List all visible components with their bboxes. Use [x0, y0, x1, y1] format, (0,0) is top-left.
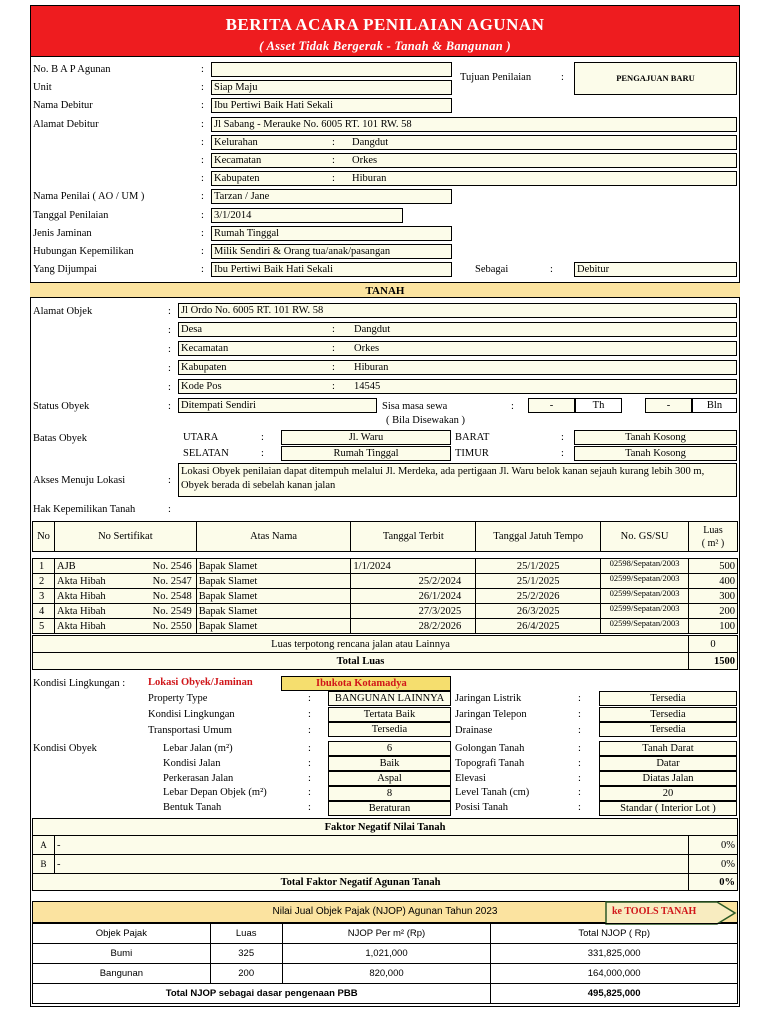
njop-col-per-m2: NJOP Per m² (Rp) [282, 924, 491, 944]
unit-field[interactable]: Siap Maju [211, 80, 452, 95]
colon: : [201, 264, 204, 275]
timur-field[interactable]: Tanah Kosong [574, 446, 737, 461]
cell-luas[interactable]: 500 [689, 559, 738, 574]
status-obyek-field[interactable]: Ditempati Sendiri [178, 398, 377, 413]
colon: : [261, 432, 264, 443]
cell-nomor: No. 2550 [152, 620, 192, 632]
njop-title: Nilai Jual Objek Pajak (NJOP) Agunan Tahun 2023 [272, 906, 498, 917]
colon: : [578, 693, 581, 704]
colon: : [578, 743, 581, 754]
penilai-field[interactable]: Tarzan / Jane [211, 189, 452, 204]
cell-luas[interactable]: 400 [689, 574, 738, 589]
colon: : [308, 709, 311, 720]
kecamatan-objek-field [178, 341, 737, 356]
colon: : [578, 709, 581, 720]
tanah-section-title: TANAH [30, 282, 740, 298]
kodepos-field [178, 379, 737, 394]
hubungan-label: Hubungan Kepemilikan [33, 246, 134, 257]
faktor-b-code: B [33, 855, 55, 874]
colon: : [561, 432, 564, 443]
cell-nomor: No. 2546 [152, 560, 192, 572]
cell-no-gs[interactable]: 02599/Sepatan/2003 [601, 604, 689, 619]
colon: : [201, 119, 204, 130]
sebagai-field[interactable]: Debitur [574, 262, 737, 277]
col-luas [689, 522, 738, 552]
unit-label: Unit [33, 82, 52, 93]
level-label: Level Tanah (cm) [455, 787, 530, 798]
col-no-gs: No. GS/SU [601, 522, 689, 552]
col-no: No [33, 522, 55, 552]
terpotong-label: Luas terpotong rencana jalan atau Lainnya [33, 636, 689, 653]
kecamatan-objek-value[interactable]: Orkes [354, 343, 380, 354]
batas-obyek-label: Batas Obyek [33, 433, 87, 444]
penilai-label: Nama Penilai ( AO / UM ) [33, 191, 145, 202]
colon: : [168, 382, 171, 393]
kabupaten-label: Kabupaten [214, 173, 260, 184]
cell-jatuh-tempo[interactable]: 26/4/2025 [476, 619, 601, 634]
colon: : [332, 362, 335, 373]
sisa-th-unit: Th [575, 398, 622, 413]
njop-bumi-objek: Bumi [33, 944, 211, 964]
document-subtitle: ( Asset Tidak Bergerak - Tanah & Bangunan ) [259, 39, 511, 53]
cell-nomor: No. 2549 [152, 605, 192, 617]
no-bap-label: No. B A P Agunan [33, 64, 111, 75]
terpotong-value[interactable]: 0 [689, 636, 738, 653]
golongan-label: Golongan Tanah [455, 743, 525, 754]
lokasi-obyek-field[interactable]: Ibukota Kotamadya [281, 676, 451, 691]
property-type-field[interactable]: BANGUNAN LAINNYA [328, 691, 451, 706]
topografi-label: Topografi Tanah [455, 758, 525, 769]
colon: : [332, 381, 335, 392]
topografi-field[interactable]: Datar [599, 756, 737, 771]
selatan-label: SELATAN [183, 448, 229, 459]
tanggal-label: Tanggal Penilaian [33, 210, 109, 221]
telepon-label: Jaringan Telepon [455, 709, 527, 720]
utara-label: UTARA [183, 432, 219, 443]
cell-atas-nama[interactable]: Bapak Slamet [196, 574, 351, 589]
nama-debitur-field[interactable]: Ibu Pertiwi Baik Hati Sekali [211, 98, 452, 113]
document-header [30, 5, 740, 57]
lebar-depan-field[interactable]: 8 [328, 786, 451, 801]
kelurahan-value[interactable]: Dangdut [352, 137, 389, 148]
document-title: BERITA ACARA PENILAIAN AGUNAN [225, 15, 545, 34]
cell-no[interactable]: 5 [33, 619, 55, 634]
sisa-bln-field[interactable]: - [645, 398, 692, 413]
colon: : [332, 343, 335, 354]
lebar-depan-label: Lebar Depan Objek (m²) [163, 787, 267, 798]
barat-field[interactable]: Tanah Kosong [574, 430, 737, 445]
kabupaten-objek-field [178, 360, 737, 375]
cell-luas[interactable]: 200 [689, 604, 738, 619]
lebar-jalan-field[interactable]: 6 [328, 741, 451, 756]
njop-table [32, 923, 738, 1004]
col-tanggal-terbit: Tanggal Terbit [351, 522, 476, 552]
cell-tanggal-terbit[interactable]: 1/1/2024 [351, 559, 476, 574]
cell-no[interactable]: 4 [33, 604, 55, 619]
golongan-field[interactable]: Tanah Darat [599, 741, 737, 756]
cell-no-gs[interactable]: 02599/Sepatan/2003 [601, 589, 689, 604]
table-row [33, 619, 738, 634]
drainase-field[interactable]: Tersedia [599, 722, 737, 737]
njop-bumi-luas[interactable]: 325 [210, 944, 282, 964]
dijumpai-field[interactable]: Ibu Pertiwi Baik Hati Sekali [211, 262, 452, 277]
col-jatuh-tempo: Tanggal Jatuh Tempo [476, 522, 601, 552]
cell-atas-nama[interactable]: Bapak Slamet [196, 604, 351, 619]
colon: : [168, 504, 171, 515]
cell-luas[interactable]: 300 [689, 589, 738, 604]
akses-field[interactable]: Lokasi Obyek penilaian dapat ditempuh melalui Jl. Merdeka, ada pertigaan Jl. Waru belok kanan sejauh kurang lebih 300 m, Obyek berada di sebelah kanan jalan [178, 463, 737, 497]
bentuk-label: Bentuk Tanah [163, 802, 222, 813]
cell-no-gs[interactable]: 02599/Sepatan/2003 [601, 574, 689, 589]
colon: : [578, 773, 581, 784]
colon: : [201, 155, 204, 166]
kondisi-lingk-field[interactable]: Tertata Baik [328, 707, 451, 722]
kodepos-value[interactable]: 14545 [354, 381, 381, 392]
kabupaten-value[interactable]: Hiburan [352, 173, 387, 184]
property-type-label: Property Type [148, 693, 208, 704]
cell-nomor: No. 2548 [152, 590, 192, 602]
drainase-label: Drainase [455, 725, 493, 736]
dijumpai-label: Yang Dijumpai [33, 264, 97, 275]
colon: : [168, 363, 171, 374]
cell-luas[interactable]: 100 [689, 619, 738, 634]
kecamatan-objek-label: Kecamatan [181, 343, 229, 354]
njop-col-total: Total NJOP ( Rp) [491, 924, 738, 944]
cell-tanggal-terbit[interactable]: 27/3/2025 [351, 604, 476, 619]
kondisi-jalan-field[interactable]: Baik [328, 756, 451, 771]
faktor-negatif-table [32, 818, 738, 891]
colon: : [308, 693, 311, 704]
colon: : [201, 137, 204, 148]
colon: : [201, 210, 204, 221]
barat-label: BARAT [455, 432, 490, 443]
cell-tanggal-terbit[interactable]: 25/2/2024 [351, 574, 476, 589]
cell-jenis: Akta Hibah [56, 605, 106, 617]
sisa-sewa-sub: ( Bila Disewakan ) [386, 415, 466, 426]
lebar-jalan-label: Lebar Jalan (m²) [163, 743, 233, 754]
colon: : [201, 64, 204, 75]
kodepos-label: Kode Pos [181, 381, 222, 392]
transportasi-field[interactable]: Tersedia [328, 722, 451, 737]
alamat-debitur-field[interactable]: Jl Sabang - Merauke No. 6005 RT. 101 RW. 58 [211, 117, 737, 132]
sisa-sewa-label: Sisa masa sewa [382, 401, 448, 412]
listrik-label: Jaringan Listrik [455, 693, 522, 704]
cell-no-sertifikat[interactable] [54, 574, 196, 589]
elevasi-label: Elevasi [455, 773, 486, 784]
colon: : [332, 173, 335, 184]
utara-field[interactable]: Jl. Waru [281, 430, 451, 445]
sertifikat-table [32, 521, 738, 634]
njop-col-objek: Objek Pajak [33, 924, 211, 944]
table-row [33, 574, 738, 589]
tools-tanah-label: ke TOOLS TANAH [612, 906, 697, 917]
colon: : [168, 475, 171, 486]
faktor-total-label: Total Faktor Negatif Agunan Tanah [33, 874, 689, 891]
colon: : [561, 448, 564, 459]
colon: : [308, 758, 311, 769]
posisi-field[interactable]: Standar ( Interior Lot ) [599, 801, 737, 816]
njop-total-value: 495,825,000 [491, 984, 738, 1004]
spacer [33, 552, 738, 559]
colon: : [201, 82, 204, 93]
lokasi-obyek-label: Lokasi Obyek/Jaminan [148, 677, 253, 688]
colon: : [578, 725, 581, 736]
njop-bangunan-luas[interactable]: 200 [210, 964, 282, 984]
col-atas-nama: Atas Nama [196, 522, 351, 552]
transportasi-label: Transportasi Umum [148, 725, 232, 736]
table-row [33, 604, 738, 619]
selatan-field[interactable]: Rumah Tinggal [281, 446, 451, 461]
hak-label: Hak Kepemilikan Tanah [33, 504, 136, 515]
perkerasan-field[interactable]: Aspal [328, 771, 451, 786]
njop-bangunan-per-m2[interactable]: 820,000 [282, 964, 491, 984]
tanggal-field[interactable]: 3/1/2014 [211, 208, 403, 223]
kabupaten-objek-label: Kabupaten [181, 362, 227, 373]
luas-summary [32, 635, 738, 670]
cell-jatuh-tempo[interactable]: 25/2/2026 [476, 589, 601, 604]
kelurahan-label: Kelurahan [214, 137, 258, 148]
jenis-label: Jenis Jaminan [33, 228, 92, 239]
colon: : [168, 401, 171, 412]
colon: : [308, 725, 311, 736]
alamat-objek-label: Alamat Objek [33, 306, 93, 317]
listrik-field[interactable]: Tersedia [599, 691, 737, 706]
desa-label: Desa [181, 324, 202, 335]
colon: : [168, 306, 171, 317]
level-field[interactable]: 20 [599, 786, 737, 801]
jenis-field[interactable]: Rumah Tinggal [211, 226, 452, 241]
cell-nomor: No. 2547 [152, 575, 192, 587]
cell-tanggal-terbit[interactable]: 28/2/2026 [351, 619, 476, 634]
cell-no-sertifikat[interactable] [54, 589, 196, 604]
no-bap-field[interactable] [211, 62, 452, 77]
kecamatan-field [211, 153, 737, 168]
colon: : [561, 72, 564, 83]
total-luas-label: Total Luas [33, 653, 689, 670]
njop-bumi-per-m2[interactable]: 1,021,000 [282, 944, 491, 964]
colon: : [578, 787, 581, 798]
colon: : [308, 773, 311, 784]
elevasi-field[interactable]: Diatas Jalan [599, 771, 737, 786]
alamat-debitur-label: Alamat Debitur [33, 119, 99, 130]
kondisi-lingk-label: Kondisi Lingkungan [148, 709, 235, 720]
colon: : [511, 401, 514, 412]
desa-field [178, 322, 737, 337]
akses-label: Akses Menuju Lokasi [33, 475, 126, 486]
kabupaten-field [211, 171, 737, 186]
cell-jatuh-tempo[interactable]: 25/1/2025 [476, 574, 601, 589]
colon: : [332, 324, 335, 335]
colon: : [308, 802, 311, 813]
cell-no-sertifikat[interactable] [54, 619, 196, 634]
colon: : [550, 264, 553, 275]
cell-no-gs[interactable]: 02598/Sepatan/2003 [601, 559, 689, 574]
faktor-title: Faktor Negatif Nilai Tanah [33, 819, 738, 836]
colon: : [578, 802, 581, 813]
cell-no[interactable]: 2 [33, 574, 55, 589]
telepon-field[interactable]: Tersedia [599, 707, 737, 722]
njop-col-luas: Luas [210, 924, 282, 944]
nama-debitur-label: Nama Debitur [33, 100, 93, 111]
tujuan-label: Tujuan Penilaian [460, 72, 532, 83]
cell-no-sertifikat[interactable] [54, 604, 196, 619]
sebagai-label: Sebagai [475, 264, 509, 275]
cell-no[interactable]: 1 [33, 559, 55, 574]
faktor-b-desc[interactable]: - [54, 855, 688, 874]
colon: : [201, 246, 204, 257]
cell-no-gs[interactable]: 02599/Sepatan/2003 [601, 619, 689, 634]
njop-bangunan-total: 164,000,000 [491, 964, 738, 984]
njop-bangunan-objek: Bangunan [33, 964, 211, 984]
cell-tanggal-terbit[interactable]: 26/1/2024 [351, 589, 476, 604]
colon: : [332, 137, 335, 148]
colon: : [168, 325, 171, 336]
colon: : [308, 787, 311, 798]
bentuk-field[interactable]: Beraturan [328, 801, 451, 816]
kondisi-obyek-label: Kondisi Obyek [33, 743, 97, 754]
faktor-a-code: A [33, 836, 55, 855]
cell-jenis: AJB [56, 560, 76, 572]
colon: : [201, 228, 204, 239]
table-row [33, 559, 738, 574]
tujuan-field[interactable]: PENGAJUAN BARU [574, 62, 737, 95]
cell-jenis: Akta Hibah [56, 575, 106, 587]
kabupaten-objek-value[interactable]: Hiburan [354, 362, 389, 373]
kecamatan-label: Kecamatan [214, 155, 262, 166]
faktor-a-desc[interactable]: - [54, 836, 688, 855]
total-luas-value: 1500 [689, 653, 738, 670]
kecamatan-value[interactable]: Orkes [352, 155, 378, 166]
cell-jatuh-tempo[interactable]: 26/3/2025 [476, 604, 601, 619]
colon: : [201, 100, 204, 111]
sisa-bln-unit: Bln [692, 398, 737, 413]
faktor-total-value: 0% [689, 874, 738, 891]
faktor-b-value: 0% [689, 855, 738, 874]
colon: : [261, 448, 264, 459]
colon: : [201, 191, 204, 202]
njop-total-label: Total NJOP sebagai dasar pengenaan PBB [33, 984, 491, 1004]
cell-atas-nama[interactable]: Bapak Slamet [196, 589, 351, 604]
colon: : [201, 173, 204, 184]
desa-value[interactable]: Dangdut [354, 324, 391, 335]
colon: : [168, 344, 171, 355]
table-row [33, 589, 738, 604]
posisi-label: Posisi Tanah [455, 802, 509, 813]
njop-bumi-total: 331,825,000 [491, 944, 738, 964]
cell-atas-nama[interactable]: Bapak Slamet [196, 559, 351, 574]
status-obyek-label: Status Obyek [33, 401, 90, 412]
colon: : [332, 155, 335, 166]
kelurahan-field [211, 135, 737, 150]
cell-no-sertifikat[interactable] [54, 559, 196, 574]
cell-no[interactable]: 3 [33, 589, 55, 604]
faktor-a-value: 0% [689, 836, 738, 855]
kondisi-jalan-label: Kondisi Jalan [163, 758, 221, 769]
sisa-th-field[interactable]: - [528, 398, 575, 413]
cell-jenis: Akta Hibah [56, 590, 106, 602]
cell-atas-nama[interactable]: Bapak Slamet [196, 619, 351, 634]
colon: : [578, 758, 581, 769]
timur-label: TIMUR [455, 448, 489, 459]
col-luas-unit: ( m² ) [701, 537, 725, 549]
alamat-objek-field[interactable]: Jl Ordo No. 6005 RT. 101 RW. 58 [178, 303, 737, 318]
perkerasan-label: Perkerasan Jalan [163, 773, 234, 784]
col-luas-label: Luas [703, 524, 723, 536]
col-no-sertifikat: No Sertifikat [54, 522, 196, 552]
cell-jatuh-tempo[interactable]: 25/1/2025 [476, 559, 601, 574]
hubungan-field[interactable]: Milik Sendiri & Orang tua/anak/pasangan [211, 244, 452, 259]
kondisi-lingkungan-label: Kondisi Lingkungan : [33, 678, 126, 689]
cell-jenis: Akta Hibah [56, 620, 106, 632]
colon: : [308, 743, 311, 754]
